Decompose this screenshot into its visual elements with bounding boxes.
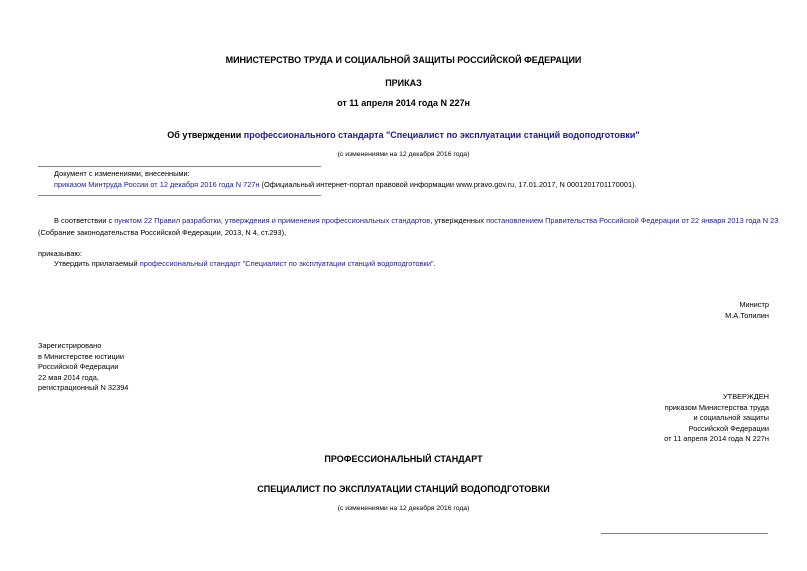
ministry-heading: МИНИСТЕРСТВО ТРУДА И СОЦИАЛЬНОЙ ЗАЩИТЫ РОССИЙСКОЙ ФЕДЕРАЦИИ [225,55,582,65]
standard-heading: ПРОФЕССИОНАЛЬНЫЙ СТАНДАРТ [324,454,483,464]
approve-paragraph [54,259,436,268]
changes-line [54,180,637,189]
changes-intro: Документ с изменениями, внесенными: [54,169,190,178]
registration-block [38,341,128,394]
standard-amendment-note: (с изменениями на 12 декабря 2016 года) [337,505,470,512]
attached-standard-link[interactable]: профессиональный стандарт "Специалист по эксплуатации станций водоподготовки" [139,259,434,268]
p1-text-b: , утвержденных [430,216,487,225]
order-subject-prefix: Об утверждении [167,130,244,140]
divider-bottom [38,195,321,196]
approved-line: Российской Федерации [688,423,769,433]
approved-line: от 11 апреля 2014 года N 227н [664,434,769,443]
divider-top [38,166,321,167]
government-decree-link[interactable]: постановлением Правительства Российской Федерации от 22 января 2013 года N 23 [486,216,779,225]
registration-line: 22 мая 2014 года, [38,372,99,382]
amendment-order-link[interactable]: приказом Минтруда России от 12 декабря 2016 года N 727н [54,180,260,189]
approved-block [664,392,769,445]
rules-link[interactable]: пунктом 22 Правил разработки, утверждения и применения профессиональных стандартов [114,216,431,225]
footnote-divider [601,533,768,534]
signature-name: М.А.Топилин [725,311,769,320]
p2-text-a: Утвердить прилагаемый [54,259,140,268]
registration-line: Российской Федерации [38,362,119,371]
order-subject [0,130,807,140]
registration-line: регистрационный N 32394 [38,383,129,392]
order-heading: ПРИКАЗ [385,78,422,88]
body-paragraph-line1 [54,216,778,225]
body-paragraph-line2: (Собрание законодательства Российской Федерации, 2013, N 4, ст.293), [38,228,287,237]
changes-source: (Официальный интернет-портал правовой информации www.pravo.gov.ru, 17.01.2017, N 0001201701170001). [259,180,637,189]
registration-line: Зарегистрировано [38,341,102,350]
order-date: от 11 апреля 2014 года N 227н [337,98,470,108]
approved-line: и социальной защиты [693,413,769,422]
approved-line: УТВЕРЖДЕН [722,392,769,401]
approved-line: приказом Министерства труда [664,402,769,412]
p2-text-b: . [433,259,436,268]
standard-title: СПЕЦИАЛИСТ ПО ЭКСПЛУАТАЦИИ СТАНЦИЙ ВОДОПОДГОТОВКИ [257,484,550,494]
p1-text-a: В соответствии с [54,216,115,225]
amendment-note: (с изменениями на 12 декабря 2016 года) [337,151,470,158]
registration-line: в Министерстве юстиции [38,351,125,361]
standard-link[interactable]: профессионального стандарта "Специалист по эксплуатации станций водоподготовки" [243,130,640,140]
order-word: приказываю: [38,249,82,258]
signature-title: Министр [739,300,769,309]
